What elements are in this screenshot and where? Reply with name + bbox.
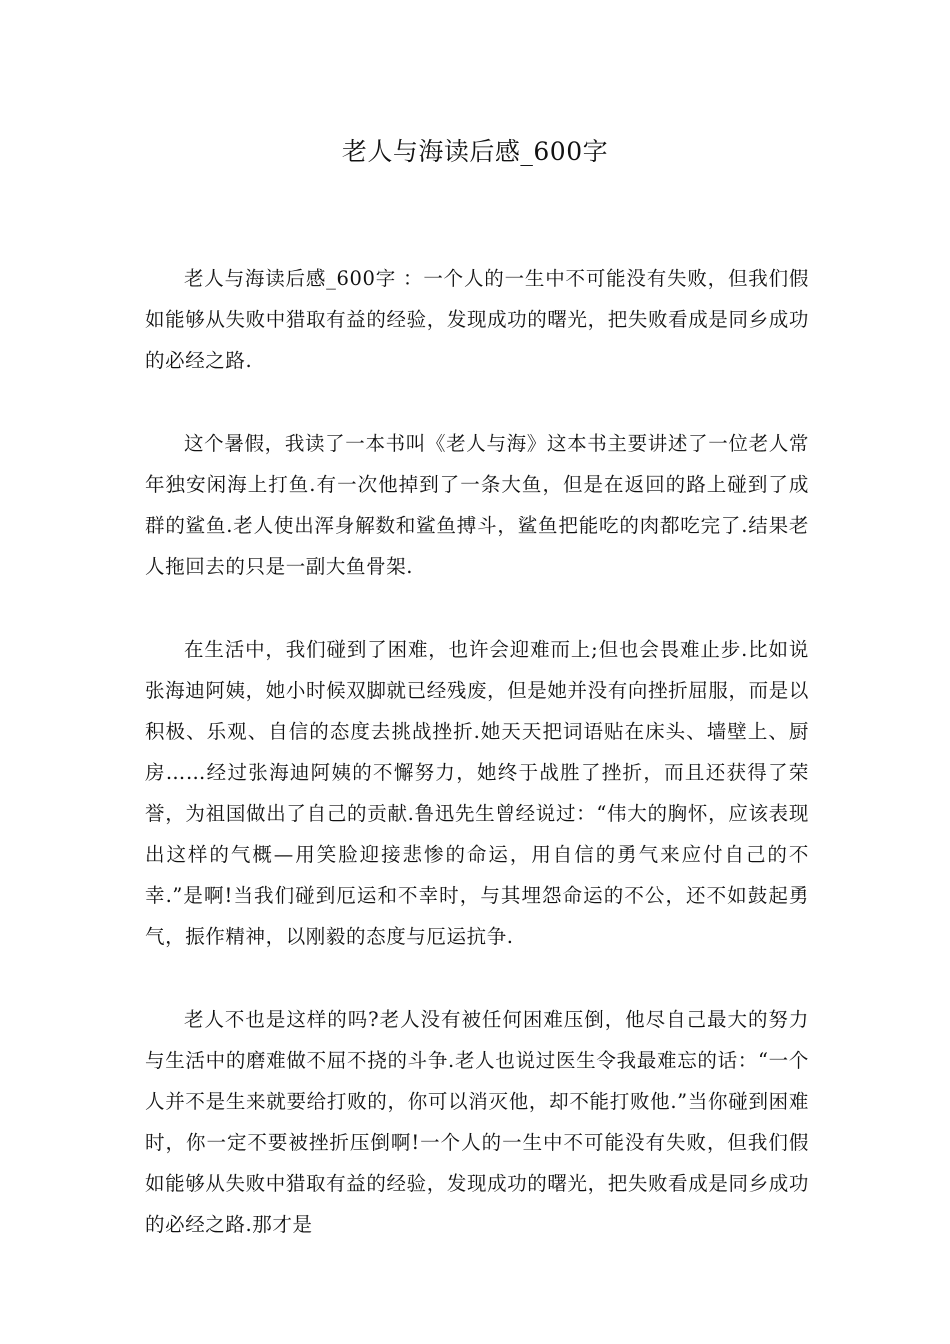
document-title: 老人与海读后感_600字 [341, 137, 609, 166]
paragraph-1: 老人与海读后感_600字 ：一个人的一生中不可能没有失败，但我们假如能够从失败中猎取有益的经验，发现成功的曙光，把失败看成是同乡成功的必经之路. [145, 267, 809, 372]
paragraph-2: 这个暑假，我读了一本书叫《老人与海》这本书主要讲述了一位老人常年独安闲海上打鱼.有一次他掉到了一条大鱼，但是在返回的路上碰到了成群的鲨鱼.老人使出浑身解数和鲨鱼搏斗，鲨鱼把能吃的肉都吃完了.结果老人拖回去的只是一副大鱼骨架. [145, 432, 809, 578]
document-body [145, 258, 809, 1287]
paragraph-3: 在生活中，我们碰到了困难，也许会迎难而上;但也会畏难止步.比如说张海迪阿姨，她小时候双脚就已经残废，但是她并没有向挫折屈服，而是以积极、乐观、自信的态度去挑战挫折.她天天把词语贴在床头、墙壁上、厨房……经过张海迪阿姨的不懈努力，她终于战胜了挫折，而且还获得了荣誉，为祖国做出了自己的贡献.鲁迅先生曾经说过：“伟大的胸怀，应该表现出这样的气概—用笑脸迎接悲惨的命运，用自信的勇气来应付自己的不幸.”是啊!当我们碰到厄运和不幸时，与其埋怨命运的不公，还不如鼓起勇气，振作精神，以刚毅的态度与厄运抗争. [145, 638, 809, 948]
paragraph-4: 老人不也是这样的吗?老人没有被任何困难压倒，他尽自己最大的努力与生活中的磨难做不屈不挠的斗争.老人也说过医生令我最难忘的话：“一个人并不是生来就要给打败的，你可以消灭他，却不能打败他.”当你碰到困难时，你一定不要被挫折压倒啊!一个人的一生中不可能没有失败，但我们假如能够从失败中猎取有益的经验，发现成功的曙光，把失败看成是同乡成功的必经之路.那才是 [145, 1008, 809, 1236]
